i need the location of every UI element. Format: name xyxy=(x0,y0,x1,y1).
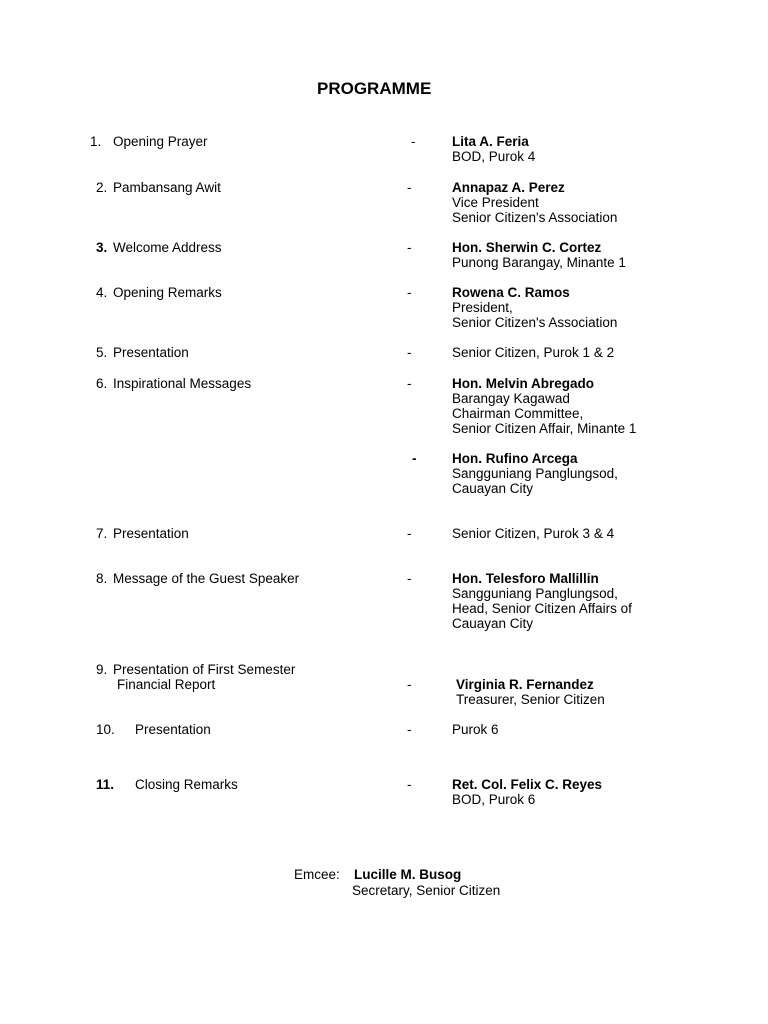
speaker-name: Hon. Telesforo Mallillin xyxy=(452,571,599,586)
item-dash: - xyxy=(407,180,412,195)
item-number: 4. xyxy=(96,285,108,300)
page-title: PROGRAMME xyxy=(317,79,432,98)
speaker-detail: Head, Senior Citizen Affairs of xyxy=(452,601,632,616)
item-label: Presentation xyxy=(135,722,211,737)
speaker-detail: Barangay Kagawad xyxy=(452,391,570,406)
speaker-detail: Sangguniang Panglungsod, xyxy=(452,466,618,481)
item-performer: Senior Citizen, Purok 1 & 2 xyxy=(452,345,615,360)
speaker-detail: Chairman Committee, xyxy=(452,406,584,421)
item-number: 7. xyxy=(96,526,108,541)
speaker-name: Virginia R. Fernandez xyxy=(456,677,594,692)
speaker-name: Lita A. Feria xyxy=(452,134,529,149)
item-dash: - xyxy=(407,526,412,541)
item-dash: - xyxy=(407,240,412,255)
item-label-continued: Financial Report xyxy=(117,677,216,692)
item-label: Closing Remarks xyxy=(135,777,238,792)
item-label: Opening Remarks xyxy=(113,285,222,300)
item-number: 5. xyxy=(96,345,108,360)
speaker-name: Rowena C. Ramos xyxy=(452,285,570,300)
item-number: 10. xyxy=(96,722,115,737)
item-speaker xyxy=(452,451,618,496)
emcee-role: Secretary, Senior Citizen xyxy=(352,883,501,898)
item-speaker xyxy=(452,376,636,436)
speaker-detail: President, xyxy=(452,300,513,315)
item-label: Pambansang Awit xyxy=(113,180,221,195)
emcee-label: Emcee: xyxy=(294,867,340,882)
item-label: Presentation xyxy=(113,345,189,360)
speaker-detail: Cauayan City xyxy=(452,616,534,631)
item-number: 9. xyxy=(96,662,108,677)
item-number: 1. xyxy=(90,134,102,149)
item-number: 2. xyxy=(96,180,108,195)
speaker-detail: Vice President xyxy=(452,195,539,210)
item-performer: Purok 6 xyxy=(452,722,499,737)
emcee-name: Lucille M. Busog xyxy=(354,867,462,882)
speaker-name: Ret. Col. Felix C. Reyes xyxy=(452,777,603,792)
speaker-name: Annapaz A. Perez xyxy=(452,180,565,195)
speaker-detail: Senior Citizen Affair, Minante 1 xyxy=(452,421,637,436)
item-number: 3. xyxy=(96,240,108,255)
item-label: Welcome Address xyxy=(113,240,222,255)
item-label: Opening Prayer xyxy=(113,134,208,149)
speaker-detail: Sangguniang Panglungsod, xyxy=(452,586,618,601)
item-speaker xyxy=(452,134,535,164)
item-dash: - xyxy=(407,345,412,360)
item-label: Inspirational Messages xyxy=(113,376,252,391)
speaker-detail: Senior Citizen's Association xyxy=(452,210,618,225)
item-dash: - xyxy=(407,285,412,300)
item-number: 11. xyxy=(96,777,115,792)
item-label: Message of the Guest Speaker xyxy=(113,571,300,586)
item-label: Presentation of First Semester xyxy=(113,662,296,677)
item-performer: Senior Citizen, Purok 3 & 4 xyxy=(452,526,615,541)
speaker-name: Hon. Sherwin C. Cortez xyxy=(452,240,602,255)
speaker-detail: Treasurer, Senior Citizen xyxy=(456,692,605,707)
item-speaker xyxy=(456,677,605,707)
item-dash: - xyxy=(407,722,412,737)
item-speaker xyxy=(452,777,602,807)
speaker-detail: BOD, Purok 4 xyxy=(452,149,536,164)
item-number: 8. xyxy=(96,571,108,586)
item-speaker xyxy=(452,240,626,270)
item-dash: - xyxy=(412,451,417,466)
item-speaker xyxy=(452,571,632,631)
speaker-detail: Senior Citizen's Association xyxy=(452,315,618,330)
speaker-detail: Punong Barangay, Minante 1 xyxy=(452,255,626,270)
speaker-detail: BOD, Purok 6 xyxy=(452,792,536,807)
item-speaker xyxy=(452,180,617,225)
speaker-detail: Cauayan City xyxy=(452,481,534,496)
item-label: Presentation xyxy=(113,526,189,541)
item-dash: - xyxy=(407,777,412,792)
item-dash: - xyxy=(407,571,412,586)
item-dash: - xyxy=(407,677,412,692)
speaker-name: Hon. Rufino Arcega xyxy=(452,451,578,466)
item-number: 6. xyxy=(96,376,108,391)
item-dash: - xyxy=(411,134,416,149)
speaker-name: Hon. Melvin Abregado xyxy=(452,376,595,391)
item-dash: - xyxy=(407,376,412,391)
item-speaker xyxy=(452,285,617,330)
